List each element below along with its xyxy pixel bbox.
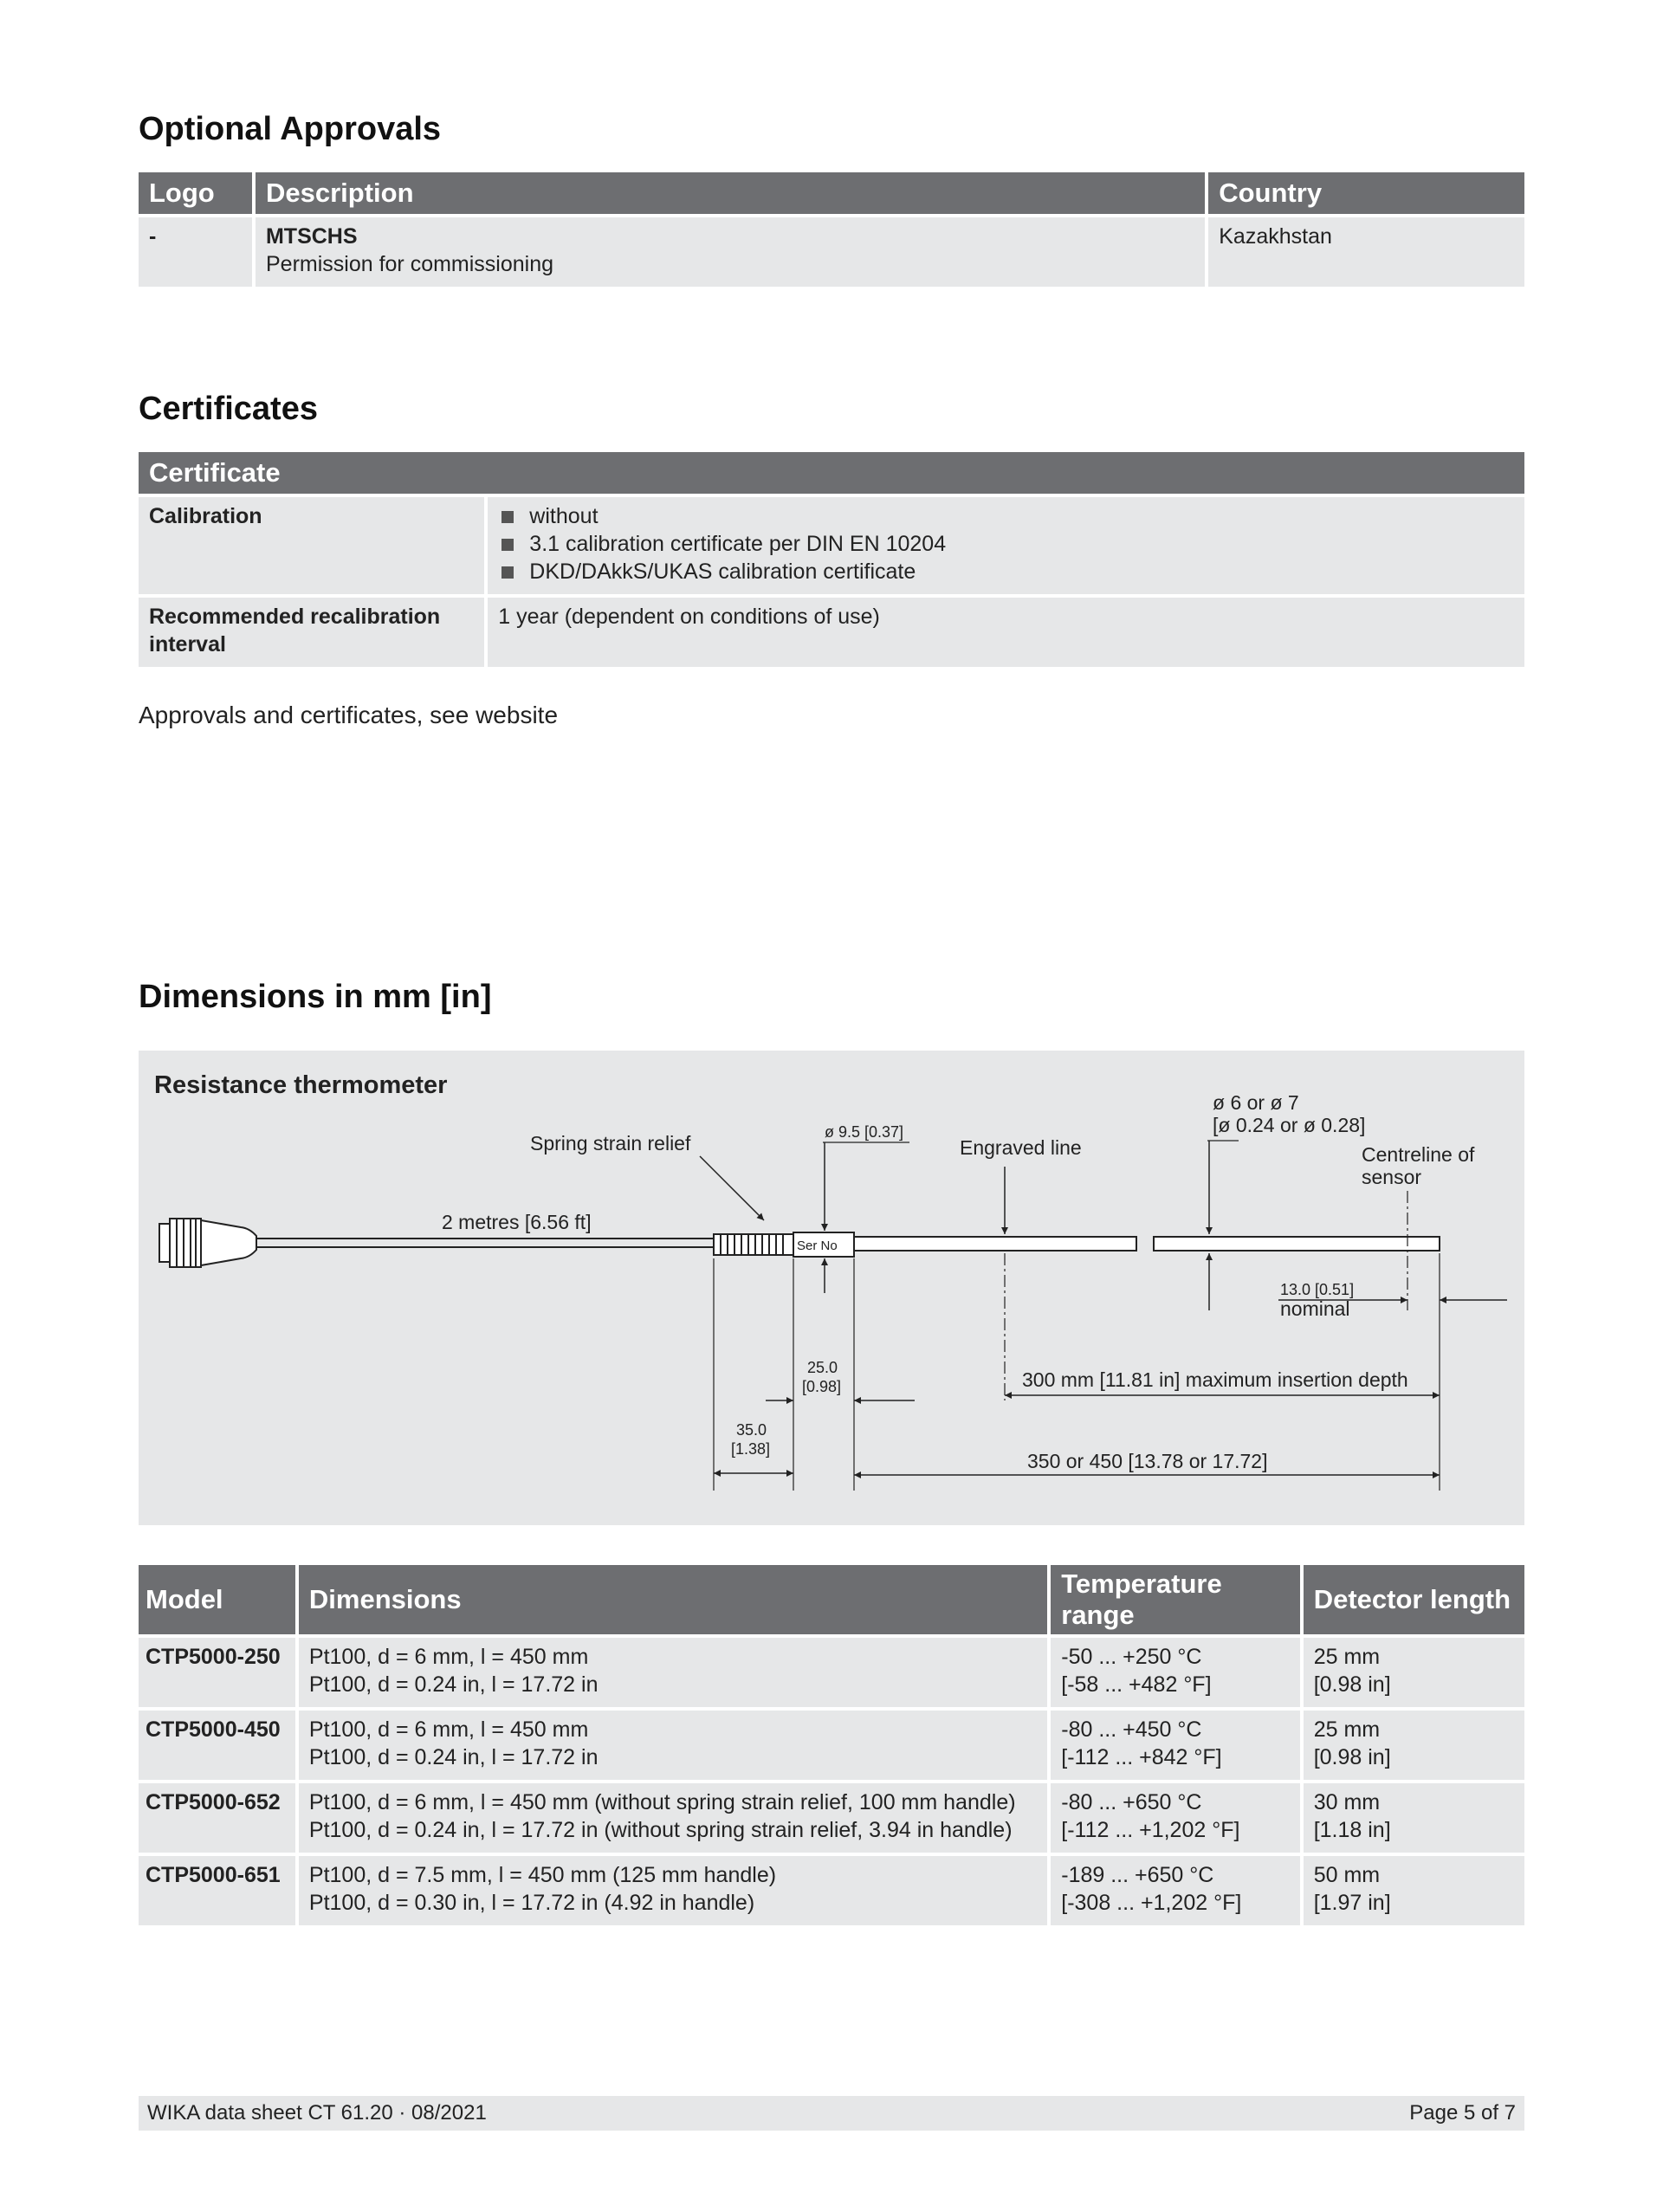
approvals-note: Approvals and certificates, see website <box>139 702 559 728</box>
dimension-imperial: Pt100, d = 0.24 in, l = 17.72 in <box>308 1672 599 1697</box>
handle-length-label: 25.0 <box>807 1359 838 1376</box>
dimension-drawing <box>139 1051 1524 1525</box>
connector-plug <box>159 1219 256 1267</box>
centreline-label: Centreline of <box>1362 1143 1475 1166</box>
recalibration-label: Recommended recalibration interval <box>139 598 484 667</box>
length-mm: 25 mm <box>1313 1645 1381 1669</box>
temperature-celsius: -189 ... +650 °C <box>1061 1863 1214 1887</box>
table-row <box>139 1783 1524 1853</box>
model-cell: CTP5000-450 <box>139 1711 295 1780</box>
calibration-label: Calibration <box>139 497 484 594</box>
serial-number-label: Ser No <box>797 1239 838 1253</box>
footer-document-id: WIKA data sheet CT 61.20 · 08/2021 <box>147 2101 487 2125</box>
approvals-table <box>135 169 1528 290</box>
approval-description <box>256 217 1205 287</box>
temperature-celsius: -50 ... +250 °C <box>1061 1645 1202 1669</box>
table-row <box>139 1856 1524 1925</box>
model-cell: CTP5000-651 <box>139 1856 295 1925</box>
approval-logo: - <box>139 217 252 287</box>
approval-name: MTSCHS <box>265 224 358 249</box>
nominal-label: nominal <box>1280 1297 1350 1320</box>
sheath-tip <box>1154 1237 1440 1251</box>
temperature-fahrenheit: [-112 ... +1,202 °F] <box>1061 1818 1240 1842</box>
dimension-metric: Pt100, d = 6 mm, l = 450 mm (without spring strain relief, 100 mm handle) <box>308 1790 1016 1814</box>
header-description: Description <box>256 172 1205 214</box>
length-in: [0.98 in] <box>1313 1745 1391 1769</box>
dimension-imperial: Pt100, d = 0.30 in, l = 17.72 in (4.92 in handle) <box>308 1891 755 1915</box>
spring-label: Spring strain relief <box>530 1132 691 1155</box>
table-row <box>139 598 1524 667</box>
approvals-title: Optional Approvals <box>139 111 442 147</box>
list-item: DKD/DAkkS/UKAS calibration certificate <box>498 558 1514 585</box>
recalibration-value: 1 year (dependent on conditions of use) <box>488 598 1524 667</box>
length-in: [0.98 in] <box>1313 1672 1391 1697</box>
dimension-metric: Pt100, d = 6 mm, l = 450 mm <box>308 1717 589 1742</box>
engraved-line-label: Engraved line <box>960 1136 1082 1159</box>
spring-strain-relief <box>714 1234 793 1255</box>
detector-length-cell <box>1304 1638 1524 1707</box>
length-mm: 25 mm <box>1313 1717 1381 1742</box>
approval-country: Kazakhstan <box>1208 217 1524 287</box>
temperature-cell <box>1051 1638 1299 1707</box>
approval-desc: Permission for commissioning <box>265 252 554 276</box>
spring-length-label: 35.0 <box>736 1421 767 1439</box>
cable-length-label: 2 metres [6.56 ft] <box>442 1211 592 1233</box>
temperature-fahrenheit: [-112 ... +842 °F] <box>1061 1745 1222 1769</box>
sheath <box>854 1237 1136 1251</box>
nominal-value-label: 13.0 [0.51] <box>1280 1281 1355 1298</box>
detector-length-cell <box>1304 1783 1524 1853</box>
header-logo: Logo <box>139 172 252 214</box>
drawing-title: Resistance thermometer <box>154 1071 448 1099</box>
dimensions-cell <box>299 1856 1047 1925</box>
certificates-table <box>135 449 1528 670</box>
dimension-metric: Pt100, d = 7.5 mm, l = 450 mm (125 mm handle) <box>308 1863 777 1887</box>
centreline-label-2: sensor <box>1362 1166 1422 1188</box>
temperature-cell <box>1051 1856 1299 1925</box>
table-row <box>139 497 1524 594</box>
diameter-handle-label: ø 9.5 [0.37] <box>825 1123 904 1141</box>
dimension-metric: Pt100, d = 6 mm, l = 450 mm <box>308 1645 589 1669</box>
table-row <box>139 217 1524 287</box>
length-in: [1.97 in] <box>1313 1891 1391 1915</box>
dimensions-cell <box>299 1783 1047 1853</box>
temperature-fahrenheit: [-308 ... +1,202 °F] <box>1061 1891 1242 1915</box>
list-item: 3.1 calibration certificate per DIN EN 10204 <box>498 530 1514 558</box>
table-row <box>139 1638 1524 1707</box>
models-header-row <box>139 1565 1524 1634</box>
header-dimensions: Dimensions <box>299 1565 1047 1634</box>
dimensions-cell <box>299 1711 1047 1780</box>
handle-length-inch-label: [0.98] <box>802 1378 842 1395</box>
temperature-cell <box>1051 1711 1299 1780</box>
header-temperature-range: Temperature range <box>1051 1565 1299 1634</box>
temperature-cell <box>1051 1783 1299 1853</box>
dimension-imperial: Pt100, d = 0.24 in, l = 17.72 in <box>308 1745 599 1769</box>
header-detector-length: Detector length <box>1304 1565 1524 1634</box>
dimensions-title: Dimensions in mm [in] <box>139 979 492 1015</box>
length-mm: 30 mm <box>1313 1790 1381 1814</box>
length-in: [1.18 in] <box>1313 1818 1391 1842</box>
detector-length-cell <box>1304 1711 1524 1780</box>
dimensions-cell <box>299 1638 1047 1707</box>
header-country: Country <box>1208 172 1524 214</box>
list-item: without <box>498 502 1514 530</box>
approvals-header-row <box>139 172 1524 214</box>
model-cell: CTP5000-652 <box>139 1783 295 1853</box>
table-row <box>139 1711 1524 1780</box>
model-cell: CTP5000-250 <box>139 1638 295 1707</box>
header-certificate: Certificate <box>139 452 1524 494</box>
detector-length-cell <box>1304 1856 1524 1925</box>
probe-length-label: 350 or 450 [13.78 or 17.72] <box>1027 1450 1268 1472</box>
insertion-depth-label: 300 mm [11.81 in] maximum insertion depth <box>1022 1368 1408 1391</box>
certificates-title: Certificates <box>139 391 318 427</box>
calibration-options <box>488 497 1524 594</box>
temperature-celsius: -80 ... +450 °C <box>1061 1717 1202 1742</box>
diameter-sheath-inch-label: [ø 0.24 or ø 0.28] <box>1213 1114 1366 1136</box>
header-model: Model <box>139 1565 295 1634</box>
models-table <box>135 1562 1528 1929</box>
temperature-fahrenheit: [-58 ... +482 °F] <box>1061 1672 1212 1697</box>
diameter-sheath-label: ø 6 or ø 7 <box>1213 1091 1299 1114</box>
length-mm: 50 mm <box>1313 1863 1381 1887</box>
spring-length-inch-label: [1.38] <box>731 1440 771 1458</box>
certificates-header-row <box>139 452 1524 494</box>
footer-page-number: Page 5 of 7 <box>1409 2101 1516 2125</box>
dimension-imperial: Pt100, d = 0.24 in, l = 17.72 in (without spring strain relief, 3.94 in handle) <box>308 1818 1013 1842</box>
temperature-celsius: -80 ... +650 °C <box>1061 1790 1202 1814</box>
page-footer <box>139 2096 1524 2131</box>
thermometer-drawing <box>139 1051 1524 1525</box>
